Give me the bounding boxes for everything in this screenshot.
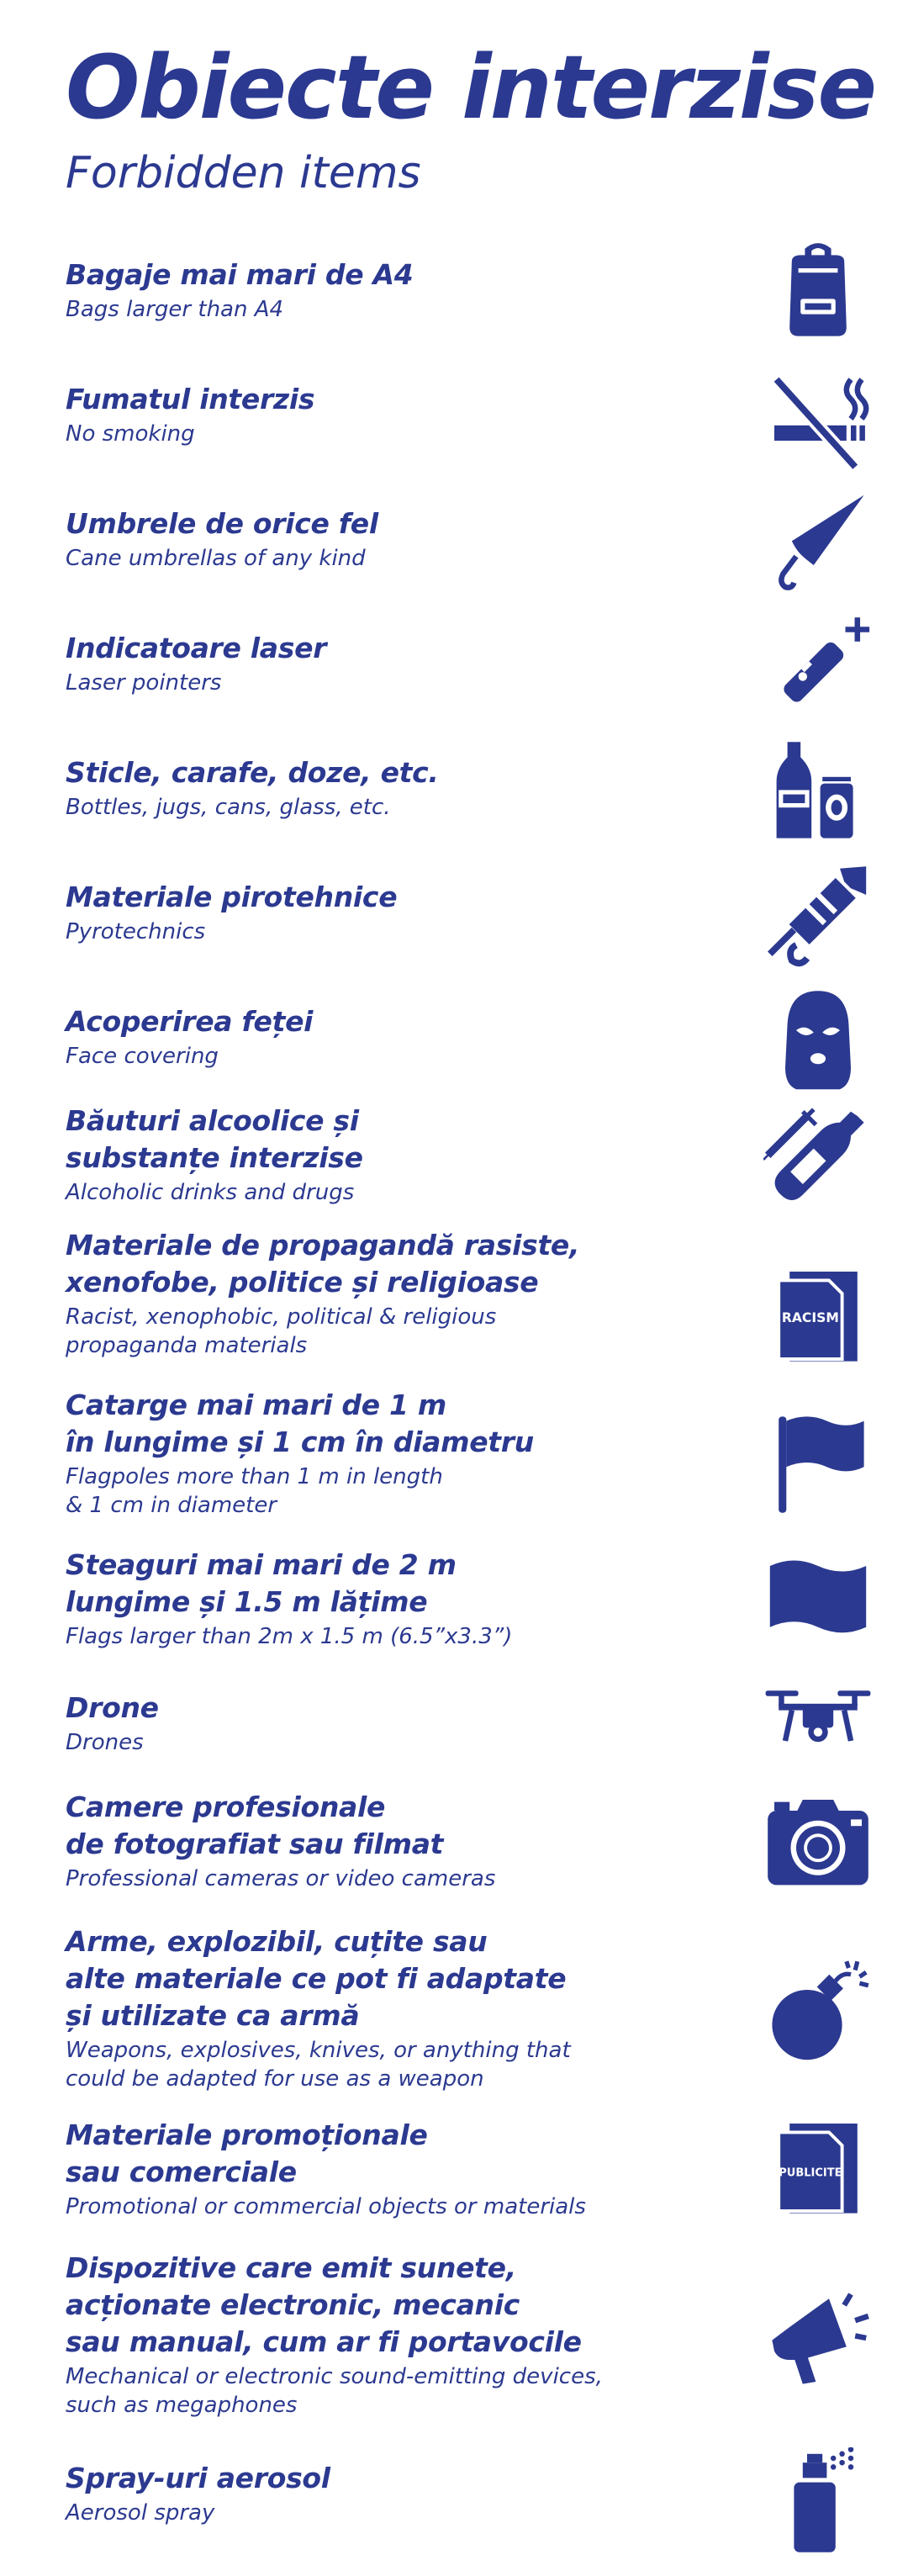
item-title: Spray-uri aerosol [66, 2462, 330, 2494]
list-item [66, 879, 873, 946]
drone-icon [763, 1664, 873, 1774]
item-subtitle: No smoking [66, 421, 195, 447]
item-subtitle: Flagpoles more than 1 m in length & 1 cm in diameter [66, 1464, 443, 1518]
item-title: Indicatoare laser [66, 632, 327, 664]
list-item [66, 1227, 873, 1360]
laser-pointer-icon [763, 613, 873, 722]
page-subtitle: Forbidden items [66, 148, 421, 198]
item-subtitle: Pyrotechnics [66, 919, 206, 944]
firework-icon [763, 862, 873, 971]
item-title: Materiale pirotehnice [66, 881, 398, 913]
item-title: Drone [66, 1691, 159, 1724]
camera-icon [763, 1789, 873, 1898]
bottles-icon [763, 738, 873, 847]
list-item [66, 1103, 873, 1207]
racism-document-icon [763, 1261, 873, 1370]
item-subtitle: Flags larger than 2m x 1.5 m (6.5”x3.3”) [66, 1624, 513, 1649]
item-subtitle: Cane umbrellas of any kind [66, 546, 366, 571]
item-subtitle: Drones [66, 1730, 144, 1755]
page-title: Obiecte interzise [66, 36, 875, 139]
aerosol-spray-icon [763, 2447, 873, 2557]
item-subtitle: Mechanical or electronic sound-emitting devices, such as megaphones [66, 2364, 603, 2418]
list-item [66, 1003, 873, 1071]
item-subtitle: Laser pointers [66, 670, 222, 696]
item-subtitle: Bags larger than A4 [66, 297, 284, 322]
umbrella-icon [763, 489, 873, 598]
list-item [66, 754, 873, 822]
backpack-icon [763, 235, 873, 345]
list-item [66, 1547, 873, 1651]
item-title: Materiale de propagandă rasiste, xenofobe, politice și religioase [66, 1229, 580, 1299]
balaclava-icon [763, 986, 873, 1096]
item-title: Camere profesionale de fotografiat sau filmat [66, 1791, 444, 1860]
list-item [66, 2117, 873, 2221]
item-title: Acoperirea feței [66, 1005, 314, 1038]
item-subtitle: Racist, xenophobic, political & religious propaganda materials [66, 1304, 497, 1358]
list-item [66, 381, 873, 448]
bomb-icon [763, 1957, 873, 2066]
item-subtitle: Alcoholic drinks and drugs [66, 1180, 355, 1205]
item-title: Arme, explozibil, cuțite sau alte materiale ce pot fi adaptate și utilizate ca armă [66, 1925, 567, 2032]
item-subtitle: Promotional or commercial objects or materials [66, 2194, 586, 2219]
list-item [66, 1789, 873, 1893]
list-item [66, 1387, 873, 1520]
item-title: Steaguri mai mari de 2 m lungime și 1.5 m lățime [66, 1548, 457, 1618]
item-subtitle: Face covering [66, 1044, 219, 1069]
megaphone-icon [763, 2283, 873, 2393]
document-label: PUBLICITE [779, 2166, 842, 2180]
flag-icon [763, 1544, 873, 1653]
no-smoking-icon [763, 364, 873, 473]
document-label: RACISM [781, 1309, 839, 1325]
list-item [66, 505, 873, 573]
item-title: Dispozitive care emit sunete, acționate electronic, mecanic sau manual, cum ar fi portavocile [66, 2251, 582, 2358]
flagpole-icon [763, 1408, 873, 1517]
list-item [66, 257, 873, 324]
list-item [66, 1923, 873, 2093]
list-item [66, 630, 873, 697]
item-title: Bagaje mai mari de A4 [66, 258, 414, 291]
item-title: Sticle, carafe, doze, etc. [66, 756, 439, 789]
item-subtitle: Professional cameras or video cameras [66, 1866, 496, 1891]
item-subtitle: Aerosol spray [66, 2500, 215, 2526]
item-subtitle: Bottles, jugs, cans, glass, etc. [66, 795, 391, 820]
item-title: Umbrele de orice fel [66, 507, 378, 540]
list-item [66, 2460, 873, 2527]
item-title: Catarge mai mari de 1 m în lungime și 1 cm în diametru [66, 1389, 534, 1458]
item-title: Fumatul interzis [66, 383, 315, 415]
item-title: Băuturi alcoolice și substanțe interzise [66, 1104, 363, 1174]
item-subtitle: Weapons, explosives, knives, or anything that could be adapted for use as a weapon [66, 2038, 571, 2092]
bottle-syringe-icon [763, 1105, 873, 1214]
publicity-document-icon [763, 2113, 873, 2222]
item-title: Materiale promoționale sau comerciale [66, 2118, 428, 2188]
list-item [66, 1690, 873, 1757]
list-item [66, 2250, 873, 2420]
